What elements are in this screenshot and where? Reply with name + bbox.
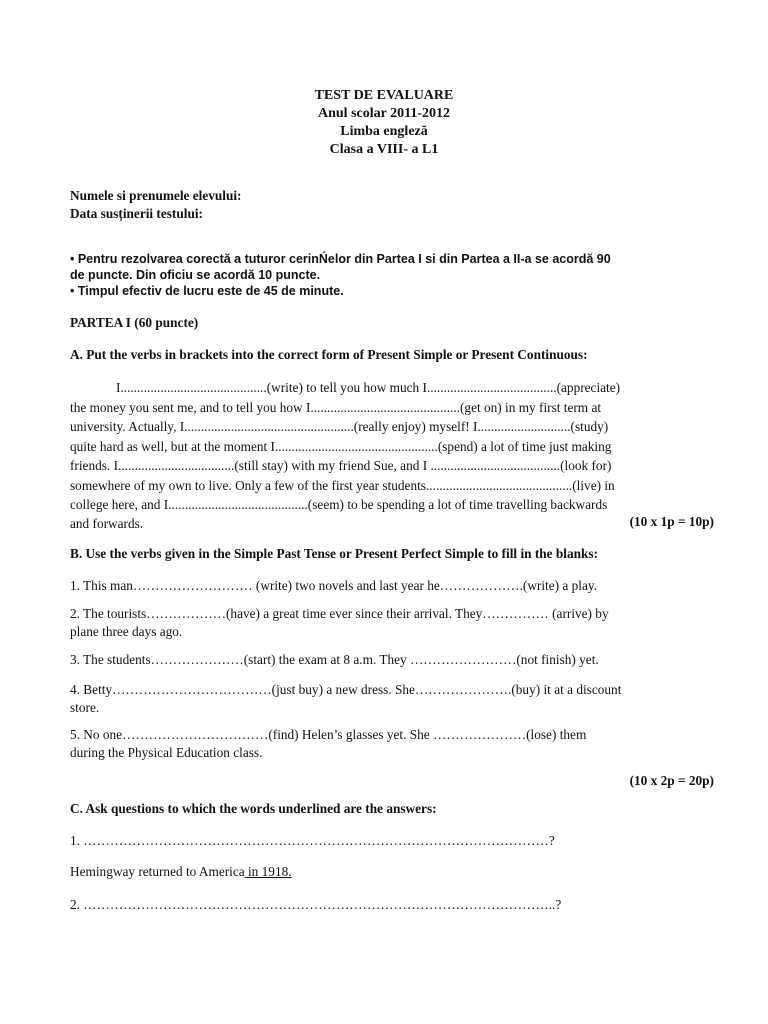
section-a-line: quite hard as well, but at the moment I.................................................(spend) a lot of time just making bbox=[70, 438, 612, 454]
note-scoring-continued: de puncte. Din oficiu se acordă 10 puncte. bbox=[70, 268, 321, 282]
student-name-label: Numele si prenumele elevului: bbox=[70, 188, 242, 203]
section-a-line: college here, and I..........................................(seem) to be spending a lot of time travelling backwards bbox=[70, 497, 608, 512]
section-a-line: somewhere of my own to live. Only a few of the first year students............................................(live) in bbox=[70, 477, 615, 493]
section-b-item: 4. Betty………………………………(just buy) a new dress. She………………….(buy) it at a discount bbox=[70, 682, 622, 697]
section-b-item-continued: store. bbox=[70, 700, 100, 715]
test-date-label: Data susținerii testului: bbox=[70, 206, 203, 221]
section-a-score: (10 x 1p = 10p) bbox=[629, 514, 714, 529]
test-title: TEST DE EVALUARE bbox=[314, 88, 454, 103]
question-2-blank[interactable]: 2. ……………………………………………………………………………………………..? bbox=[70, 897, 562, 912]
section-b-item-continued: during the Physical Education class. bbox=[70, 745, 263, 760]
section-a-line: the money you sent me, and to tell you how I.............................................(get on) in my first term at bbox=[70, 399, 602, 415]
section-b-item: 3. The students…………………(start) the exam at 8 a.m. They ……………………(not finish) yet. bbox=[70, 652, 599, 667]
subject: Limba engleză bbox=[340, 124, 428, 139]
section-b-item: 1. This man……………………… (write) two novels and last year he……………….(write) a play. bbox=[70, 578, 597, 593]
section-b-item: 5. No one……………………………(find) Helen’s glasses yet. She …………………(lose) them bbox=[70, 727, 587, 742]
school-year: Anul scolar 2011-2012 bbox=[318, 106, 450, 121]
section-b-item: 2. The tourists………………(have) a great time ever since their arrival. They…………… (arrive) by bbox=[70, 606, 609, 621]
note-time: • Timpul efectiv de lucru este de 45 de minute. bbox=[70, 284, 344, 298]
answer-sentence-1 bbox=[70, 864, 292, 880]
part-one-title: PARTEA I (60 puncte) bbox=[70, 315, 199, 330]
note-scoring: • Pentru rezolvarea corectă a tuturor cerinŃelor din Partea I si din Partea a II-a se acordă 90 bbox=[70, 252, 611, 266]
section-c-heading: C. Ask questions to which the words underlined are the answers: bbox=[70, 801, 437, 816]
section-a-line: I............................................(write) to tell you how much I.......................................(appreciate) bbox=[116, 380, 621, 395]
class-level: Clasa a VIII- a L1 bbox=[329, 142, 439, 157]
section-a-line: and forwards. bbox=[70, 516, 144, 531]
section-a-heading: A. Put the verbs in brackets into the correct form of Present Simple or Present Continuous: bbox=[70, 347, 588, 362]
underlined-answer: in 1918. bbox=[244, 864, 292, 879]
section-b-score: (10 x 2p = 20p) bbox=[629, 773, 714, 788]
section-b-heading: B. Use the verbs given in the Simple Past Tense or Present Perfect Simple to fill in the blanks: bbox=[70, 546, 599, 561]
section-a-paragraph bbox=[70, 380, 714, 530]
section-a-line: university. Actually, I...................................................(really enjoy) myself! I............................(study) bbox=[70, 419, 609, 434]
section-a-line: friends. I...................................(still stay) with my friend Sue, and I .......................................(look for) bbox=[70, 458, 612, 473]
section-b-item-continued: plane three days ago. bbox=[70, 624, 183, 639]
question-1-blank[interactable]: 1. ……………………………………………………………………………………………? bbox=[70, 833, 555, 848]
answer-sentence-1-text: Hemingway returned to America bbox=[70, 864, 245, 879]
